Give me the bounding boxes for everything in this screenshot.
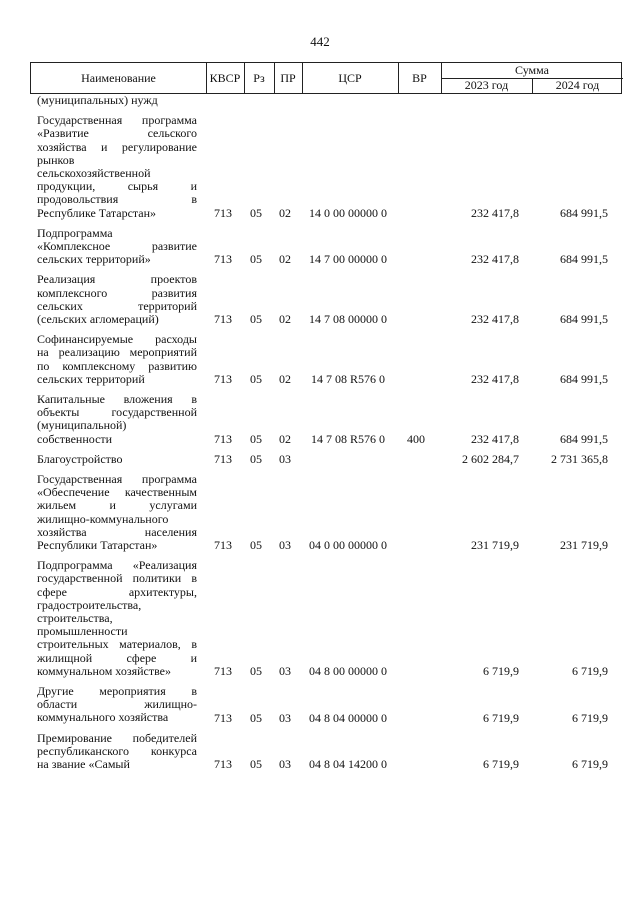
row-name <box>37 732 197 772</box>
row-name <box>37 685 197 725</box>
cell-kvsr: 713 <box>214 371 232 386</box>
row-name <box>37 393 197 446</box>
cell-rz: 05 <box>250 371 262 386</box>
cell-s2024: 2 731 365,8 <box>551 451 608 466</box>
table-row <box>0 453 640 466</box>
row-name-line: Софинансируемые расходы <box>37 332 197 347</box>
cell-s2023: 2 602 284,7 <box>462 451 519 466</box>
row-name-line: Другие мероприятия в <box>37 684 197 698</box>
row-name-line: области жилищно- <box>37 697 197 712</box>
header-vr: ВР <box>412 70 427 85</box>
cell-pr: 02 <box>279 431 291 446</box>
cell-pr: 03 <box>279 757 291 772</box>
table-row <box>0 685 640 725</box>
header-year-2024: 2024 год <box>555 78 600 92</box>
cell-rz: 05 <box>250 451 262 466</box>
cell-kvsr: 713 <box>214 431 232 446</box>
table-row <box>0 333 640 386</box>
row-name-line: «Развитие сельского <box>37 126 197 141</box>
cell-rz: 05 <box>250 431 262 446</box>
cell-csr: 04 8 04 00000 0 <box>309 710 387 725</box>
row-name <box>37 559 197 678</box>
row-name-line: на звание «Самый <box>37 757 130 771</box>
cell-kvsr: 713 <box>214 663 232 678</box>
cell-kvsr: 713 <box>214 451 232 466</box>
row-name <box>37 227 197 267</box>
cell-rz: 05 <box>250 205 262 220</box>
cell-rz: 05 <box>250 312 262 327</box>
row-name-line: сельских территорий <box>37 298 197 313</box>
row-name-line: продукции, сырья и <box>37 179 197 194</box>
cell-vr: 400 <box>407 431 425 446</box>
cell-pr: 02 <box>279 371 291 386</box>
row-name-line: рынков <box>37 152 75 167</box>
row-name <box>37 333 197 386</box>
cell-s2023: 232 417,8 <box>471 431 519 446</box>
row-name-line: республиканского конкурса <box>37 743 197 758</box>
row-name <box>37 453 197 466</box>
cell-rz: 05 <box>250 757 262 772</box>
row-name-line: промышленности <box>37 624 128 639</box>
row-name-line: Благоустройство <box>37 451 123 466</box>
row-name-line: по комплексному развитию <box>37 358 197 373</box>
header-pr: ПР <box>280 70 296 85</box>
row-name <box>37 273 197 326</box>
row-name-line: строительных материалов, в <box>37 637 197 652</box>
row-name-line: (муниципальных) нужд <box>37 93 158 107</box>
cell-kvsr: 713 <box>214 205 232 220</box>
row-name-line: Государственная программа <box>37 472 197 486</box>
cell-csr: 14 7 08 R576 0 <box>310 431 385 446</box>
row-name-line: Республики Татарстан» <box>37 538 158 553</box>
cell-s2024: 6 719,9 <box>572 663 608 678</box>
table-row <box>0 273 640 326</box>
cell-pr: 03 <box>279 663 291 678</box>
cell-kvsr: 713 <box>214 312 232 327</box>
cell-csr: 04 0 00 00000 0 <box>309 538 387 553</box>
row-name-line: (сельских агломераций) <box>37 312 159 326</box>
cell-s2024: 684 991,5 <box>560 205 608 220</box>
cell-s2023: 6 719,9 <box>483 757 519 772</box>
table-header <box>30 62 622 94</box>
cell-pr: 03 <box>279 538 291 553</box>
cell-pr: 02 <box>279 205 291 220</box>
row-name-line: объекты государственной <box>37 405 197 420</box>
header-kvsr: КВСР <box>209 70 241 85</box>
row-name-line: жилищно-коммунального <box>37 511 169 526</box>
header-csr: ЦСР <box>338 70 362 85</box>
page-number: 442 <box>310 34 330 49</box>
cell-kvsr: 713 <box>214 252 232 267</box>
table-row <box>0 114 640 220</box>
row-name-line: Реализация проектов <box>37 272 197 287</box>
row-name-line: Государственная программа <box>37 113 197 128</box>
row-name-line: коммунальном хозяйстве» <box>37 663 171 678</box>
table-row <box>0 473 640 552</box>
cell-s2023: 232 417,8 <box>471 205 519 220</box>
cell-pr: 02 <box>279 252 291 267</box>
row-name-line: Премирование победителей <box>37 730 197 745</box>
cell-rz: 05 <box>250 663 262 678</box>
row-name-line: «Обеспечение качественным <box>37 485 197 500</box>
cell-csr: 14 7 08 00000 0 <box>309 312 387 327</box>
cell-s2024: 684 991,5 <box>560 312 608 327</box>
cell-kvsr: 713 <box>214 538 232 553</box>
table-row <box>0 227 640 267</box>
row-name-line: жилищной сфере и <box>37 650 197 665</box>
row-name-line: Подпрограмма <box>37 225 113 240</box>
row-name-line: Республике Татарстан» <box>37 205 157 220</box>
cell-rz: 05 <box>250 538 262 553</box>
cell-csr: 14 7 08 R576 0 <box>310 371 385 386</box>
row-name-line: сельских территорий» <box>37 252 151 267</box>
row-name-line: сфере архитектуры, <box>37 584 197 599</box>
cell-s2023: 231 719,9 <box>471 538 519 553</box>
cell-s2023: 232 417,8 <box>471 371 519 386</box>
header-sum: Сумма <box>515 63 549 77</box>
row-name <box>37 94 197 107</box>
cell-s2023: 232 417,8 <box>471 252 519 267</box>
row-name-line: «Комплексное развитие <box>37 239 197 253</box>
table-row <box>0 732 640 772</box>
row-name-line: Подпрограмма «Реализация <box>37 558 197 573</box>
row-name-line: Капитальные вложения в <box>37 392 197 406</box>
cell-rz: 05 <box>250 252 262 267</box>
row-name-line: комплексного развития <box>37 285 197 300</box>
row-name-line: государственной политики в <box>37 571 197 586</box>
cell-s2023: 6 719,9 <box>483 663 519 678</box>
row-name-line: хозяйства населения <box>37 524 197 539</box>
header-name: Наименование <box>81 70 156 85</box>
cell-kvsr: 713 <box>214 710 232 725</box>
cell-s2023: 232 417,8 <box>471 312 519 327</box>
row-name-line: коммунального хозяйства <box>37 710 169 725</box>
cell-csr: 04 8 00 00000 0 <box>309 663 387 678</box>
table-row <box>0 559 640 678</box>
cell-s2024: 684 991,5 <box>560 431 608 446</box>
row-name-line: продовольствия в <box>37 192 197 207</box>
table-row <box>0 94 640 107</box>
cell-rz: 05 <box>250 710 262 725</box>
cell-s2024: 231 719,9 <box>560 538 608 553</box>
table-row <box>0 393 640 446</box>
cell-csr: 04 8 04 14200 0 <box>309 757 387 772</box>
cell-s2024: 684 991,5 <box>560 252 608 267</box>
row-name-line: сельскохозяйственной <box>37 166 151 180</box>
cell-pr: 02 <box>279 312 291 327</box>
row-name-line: жильем и услугами <box>37 498 197 513</box>
cell-csr: 14 7 00 00000 0 <box>309 252 387 267</box>
cell-pr: 03 <box>279 451 291 466</box>
cell-csr: 14 0 00 00000 0 <box>309 205 387 220</box>
cell-s2024: 6 719,9 <box>572 710 608 725</box>
cell-pr: 03 <box>279 710 291 725</box>
row-name-line: на реализацию мероприятий <box>37 345 197 360</box>
row-name-line: градостроительства, <box>37 597 142 612</box>
cell-s2024: 6 719,9 <box>572 757 608 772</box>
header-rz: Рз <box>253 70 265 85</box>
header-year-2023: 2023 год <box>464 78 509 92</box>
cell-kvsr: 713 <box>214 757 232 772</box>
cell-s2023: 6 719,9 <box>483 710 519 725</box>
cell-s2024: 684 991,5 <box>560 371 608 386</box>
row-name <box>37 114 197 220</box>
row-name-line: собственности <box>37 431 113 446</box>
row-name-line: строительства, <box>37 611 113 625</box>
row-name <box>37 473 197 552</box>
row-name-line: (муниципальной) <box>37 418 127 433</box>
row-name-line: сельских территорий <box>37 371 145 386</box>
row-name-line: хозяйства и регулирование <box>37 139 197 154</box>
